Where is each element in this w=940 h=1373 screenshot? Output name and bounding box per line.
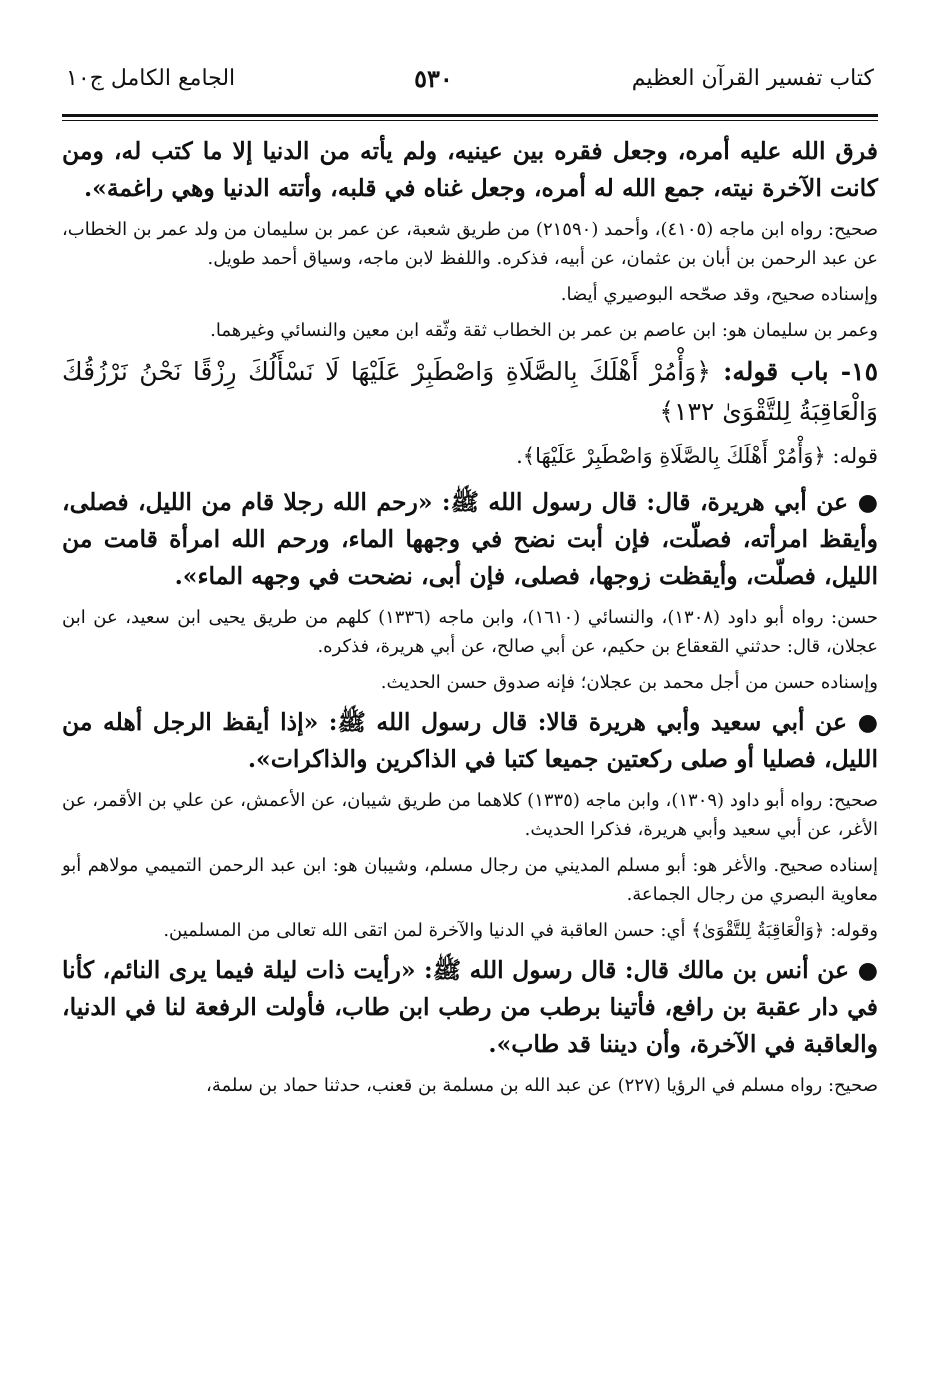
isnad-note: إسناده صحيح. والأغر هو: أبو مسلم المديني من رجال مسلم، وشيبان هو: ابن عبد الرحمن التميمي مولاهم أبو معاوية البصري من رجال الجماعة. xyxy=(62,855,878,905)
hadith-anas: ● عن أنس بن مالك قال: قال رسول الله ﷺ: «رأيت ذات ليلة فيما يرى النائم، كأنا في دار عقبة بن رافع، فأتينا برطب من رطب ابن طاب، فأولت الرفعة لنا في الدنيا، والعاقبة في الآخرة، وأن ديننا قد طاب». xyxy=(62,956,878,1058)
running-header xyxy=(62,56,878,96)
chapter-ayah: ﴿وَأْمُرْ أَهْلَكَ بِالصَّلَاةِ وَاصْطَبِرْ عَلَيْهَا لَا نَسْأَلُكَ رِزْقًا نَحْنُ نَرْزُقُكَ وَالْعَاقِبَةُ لِلتَّقْوَىٰ ١٣٢﴾ xyxy=(62,357,878,426)
takhrij-note: صحيح: رواه أبو داود (١٣٠٩)، وابن ماجه (١٣٣٥) كلاهما من طريق شيبان، عن الأعمش، عن علي بن الأقمر، عن الأغر، عن أبي سعيد وأبي هريرة، فذكرا الحديث. xyxy=(62,790,879,840)
hadith-continuation: فرق الله عليه أمره، وجعل فقره بين عينيه، ولم يأته من الدنيا إلا ما كتب له، ومن كانت الآخرة نيته، جمع الله له أمره، وجعل غناه في قلبه، وأتته الدنيا وهي راغمة». xyxy=(62,137,878,202)
takhrij-note: صحيح: رواه ابن ماجه (٤١٠٥)، وأحمد (٢١٥٩٠) من طريق شعبة، عن عمر بن سليمان من ولد عمر بن الخطاب، عن عبد الرحمن بن أبان بن عثمان، عن أبيه، فذكره. واللفظ لابن ماجه، وسياق أحمد طويل. xyxy=(62,219,878,269)
isnad-note: وإسناده حسن من أجل محمد بن عجلان؛ فإنه صدوق حسن الحديث. xyxy=(380,672,878,693)
takhrij-note: حسن: رواه أبو داود (١٣٠٨)، والنسائي (١٦١٠)، وابن ماجه (١٣٣٦) كلهم من طريق يحيى ابن سعيد، عن ابن عجلان، قال: حدثني القعقاع بن حكيم، عن أبي صالح، عن أبي هريرة، فذكره. xyxy=(62,607,878,657)
takhrij-note: صحيح: رواه مسلم في الرؤيا (٢٢٧) عن عبد الله بن مسلمة بن قعنب، حدثنا حماد بن سلمة، xyxy=(206,1075,878,1096)
isnad-note: وإسناده صحيح، وقد صحّحه البوصيري أيضا. xyxy=(560,284,878,305)
page-number: ٥٣٠ xyxy=(414,64,453,93)
header-rule-thin xyxy=(62,120,878,121)
header-rule-thick xyxy=(62,114,878,117)
tafsir-note: وقوله: ﴿وَالْعَاقِبَةُ لِلتَّقْوَىٰ﴾ أي: حسن العاقبة في الدنيا والآخرة لمن اتقى الله تعالى من المسلمين. xyxy=(163,920,878,941)
chapter-number: ١٥- باب قوله: xyxy=(723,357,878,386)
chapter-heading xyxy=(62,352,878,432)
book-title: كتاب تفسير القرآن العظيم xyxy=(631,66,874,91)
hadith-abu-hurayra: ● عن أبي هريرة، قال: قال رسول الله ﷺ: «رحم الله رجلا قام من الليل، فصلى، وأيقظ امرأته، فصلّت، فإن أبت نضح في وجهها الماء، ورحم الله امرأة قامت من الليل، فصلّت، وأيقظت زوجها، فصلى، فإن أبى، نضحت في وجهه الماء». xyxy=(62,488,878,590)
narrator-note: وعمر بن سليمان هو: ابن عاصم بن عمر بن الخطاب ثقة وثّقه ابن معين والنسائي وغيرهما. xyxy=(210,320,878,341)
verse-quote: قوله: ﴿وَأْمُرْ أَهْلَكَ بِالصَّلَاةِ وَاصْطَبِرْ عَلَيْهَا﴾. xyxy=(516,444,878,468)
hadith-abu-said: ● عن أبي سعيد وأبي هريرة قالا: قال رسول الله ﷺ: «إذا أيقظ الرجل أهله من الليل، فصليا أو صلى ركعتين جميعا كتبا في الذاكرين والذاكرات». xyxy=(62,708,878,773)
page-body xyxy=(62,133,878,1100)
volume-title: الجامع الكامل ج١٠ xyxy=(66,66,236,91)
